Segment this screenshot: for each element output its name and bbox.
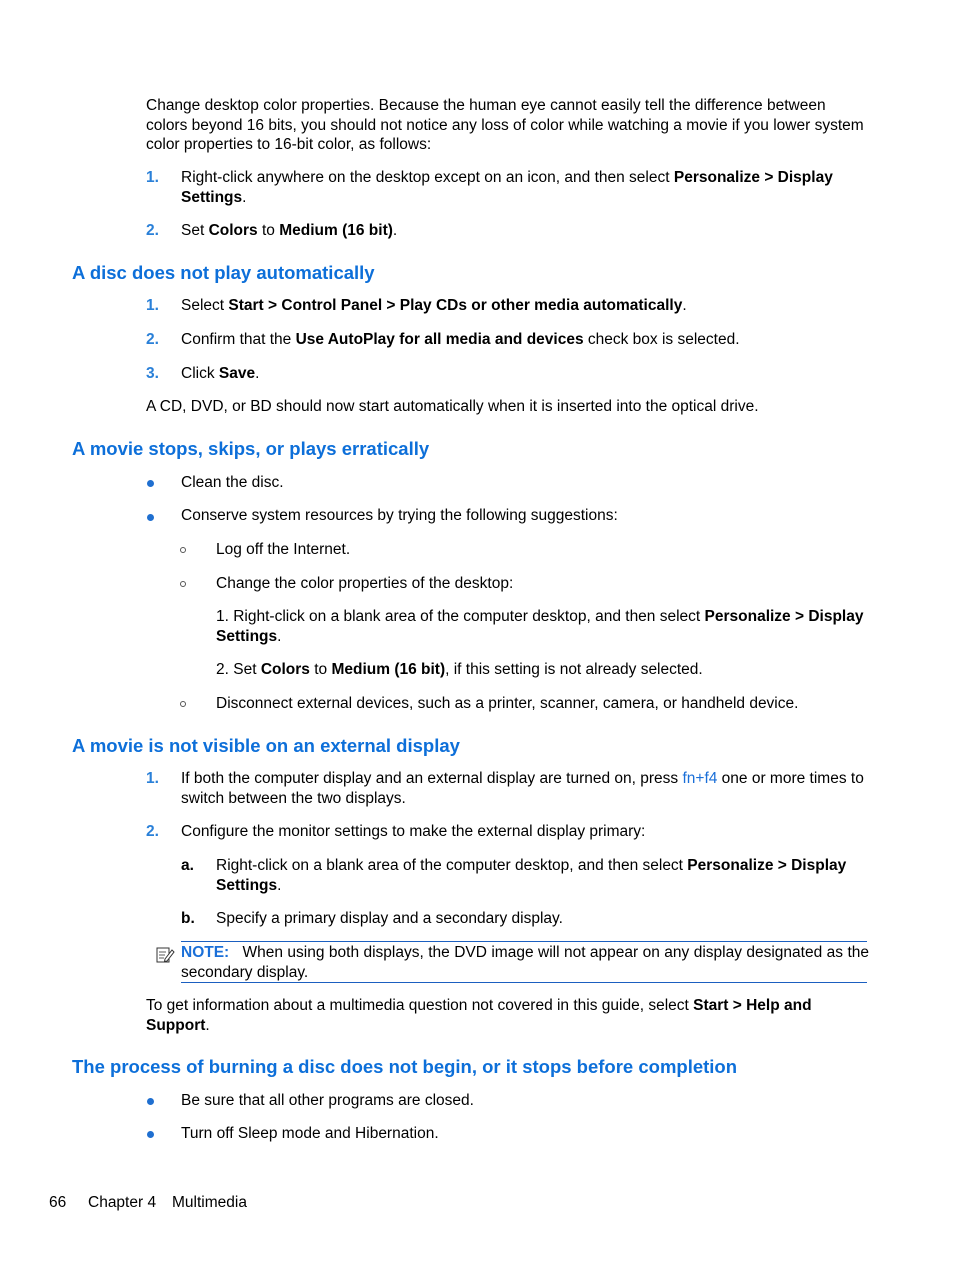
section-heading-autoplay: A disc does not play automatically xyxy=(72,262,375,283)
sub-bullet-icon xyxy=(180,547,186,553)
note-text: NOTE: When using both displays, the DVD image will not appear on any display designated as the secondary display. xyxy=(181,944,869,981)
note-pencil-icon xyxy=(155,945,175,965)
external-step-2: Configure the monitor settings to make the external display primary: xyxy=(181,823,646,840)
intro-step-2: Set Colors to Medium (16 bit). xyxy=(181,222,398,239)
section-heading-burning: The process of burning a disc does not begin, or it stops before completion xyxy=(72,1056,738,1077)
sub-bullet-item: Change the color properties of the desktop: xyxy=(216,575,514,592)
bullet-icon xyxy=(147,1131,154,1138)
step-number: 2. xyxy=(146,823,159,840)
section-heading-external-display: A movie is not visible on an external display xyxy=(72,735,460,756)
autoplay-step-1: Select Start > Control Panel > Play CDs or other media automatically. xyxy=(181,297,687,314)
external-step-1: If both the computer display and an external display are turned on, press fn+f4 one or more times to switch between the two displays. xyxy=(181,770,864,807)
substep-label: a. xyxy=(181,857,194,874)
external-substep-b: Specify a primary display and a secondary display. xyxy=(216,910,563,927)
step-number: 1. xyxy=(146,770,159,787)
help-support-paragraph: To get information about a multimedia question not covered in this guide, select Start > Help and Support. xyxy=(146,997,812,1034)
step-number: 3. xyxy=(146,365,159,382)
footer-title: Multimedia xyxy=(172,1194,247,1211)
sub-bullet-icon xyxy=(180,701,186,707)
external-substep-a: Right-click on a blank area of the computer desktop, and then select Personalize > Display Settings. xyxy=(216,857,847,894)
bullet-icon xyxy=(147,480,154,487)
section-heading-movie-stops: A movie stops, skips, or plays erratically xyxy=(72,438,430,459)
key-combo-link[interactable]: fn+f4 xyxy=(682,770,718,787)
color-substep-2: 2. Set Colors to Medium (16 bit), if this setting is not already selected. xyxy=(216,661,703,678)
bullet-item: Turn off Sleep mode and Hibernation. xyxy=(181,1125,439,1142)
step-number: 1. xyxy=(146,297,159,314)
step-number: 2. xyxy=(146,222,159,239)
page-number: 66 xyxy=(49,1194,67,1211)
bullet-item: Conserve system resources by trying the following suggestions: xyxy=(181,507,618,524)
bullet-item: Be sure that all other programs are closed. xyxy=(181,1092,474,1109)
bullet-icon xyxy=(147,1098,154,1105)
note-top-rule xyxy=(181,941,867,942)
bullet-item: Clean the disc. xyxy=(181,474,284,491)
sub-bullet-item: Log off the Internet. xyxy=(216,541,351,558)
step-number: 2. xyxy=(146,331,159,348)
autoplay-result-text: A CD, DVD, or BD should now start automatically when it is inserted into the optical drive. xyxy=(146,398,759,415)
footer-chapter: Chapter 4 xyxy=(88,1194,157,1211)
step-number: 1. xyxy=(146,169,159,186)
autoplay-step-2: Confirm that the Use AutoPlay for all media and devices check box is selected. xyxy=(181,331,740,348)
sub-bullet-item: Disconnect external devices, such as a printer, scanner, camera, or handheld device. xyxy=(216,695,799,712)
intro-paragraph: Change desktop color properties. Because the human eye cannot easily tell the difference between colors beyond 16 bits, you should not notice any loss of color while watching a movie if you lower system color properties to 16-bit color, as follows: xyxy=(146,97,864,153)
color-substep-1: 1. Right-click on a blank area of the computer desktop, and then select Personalize > Display Settings. xyxy=(216,608,864,645)
intro-step-1: Right-click anywhere on the desktop except on an icon, and then select Personalize > Display Settings. xyxy=(181,169,833,206)
note-label: NOTE: xyxy=(181,944,230,961)
sub-bullet-icon xyxy=(180,581,186,587)
note-bottom-rule xyxy=(181,982,867,983)
bullet-icon xyxy=(147,514,154,521)
substep-label: b. xyxy=(181,910,195,927)
autoplay-step-3: Click Save. xyxy=(181,365,260,382)
